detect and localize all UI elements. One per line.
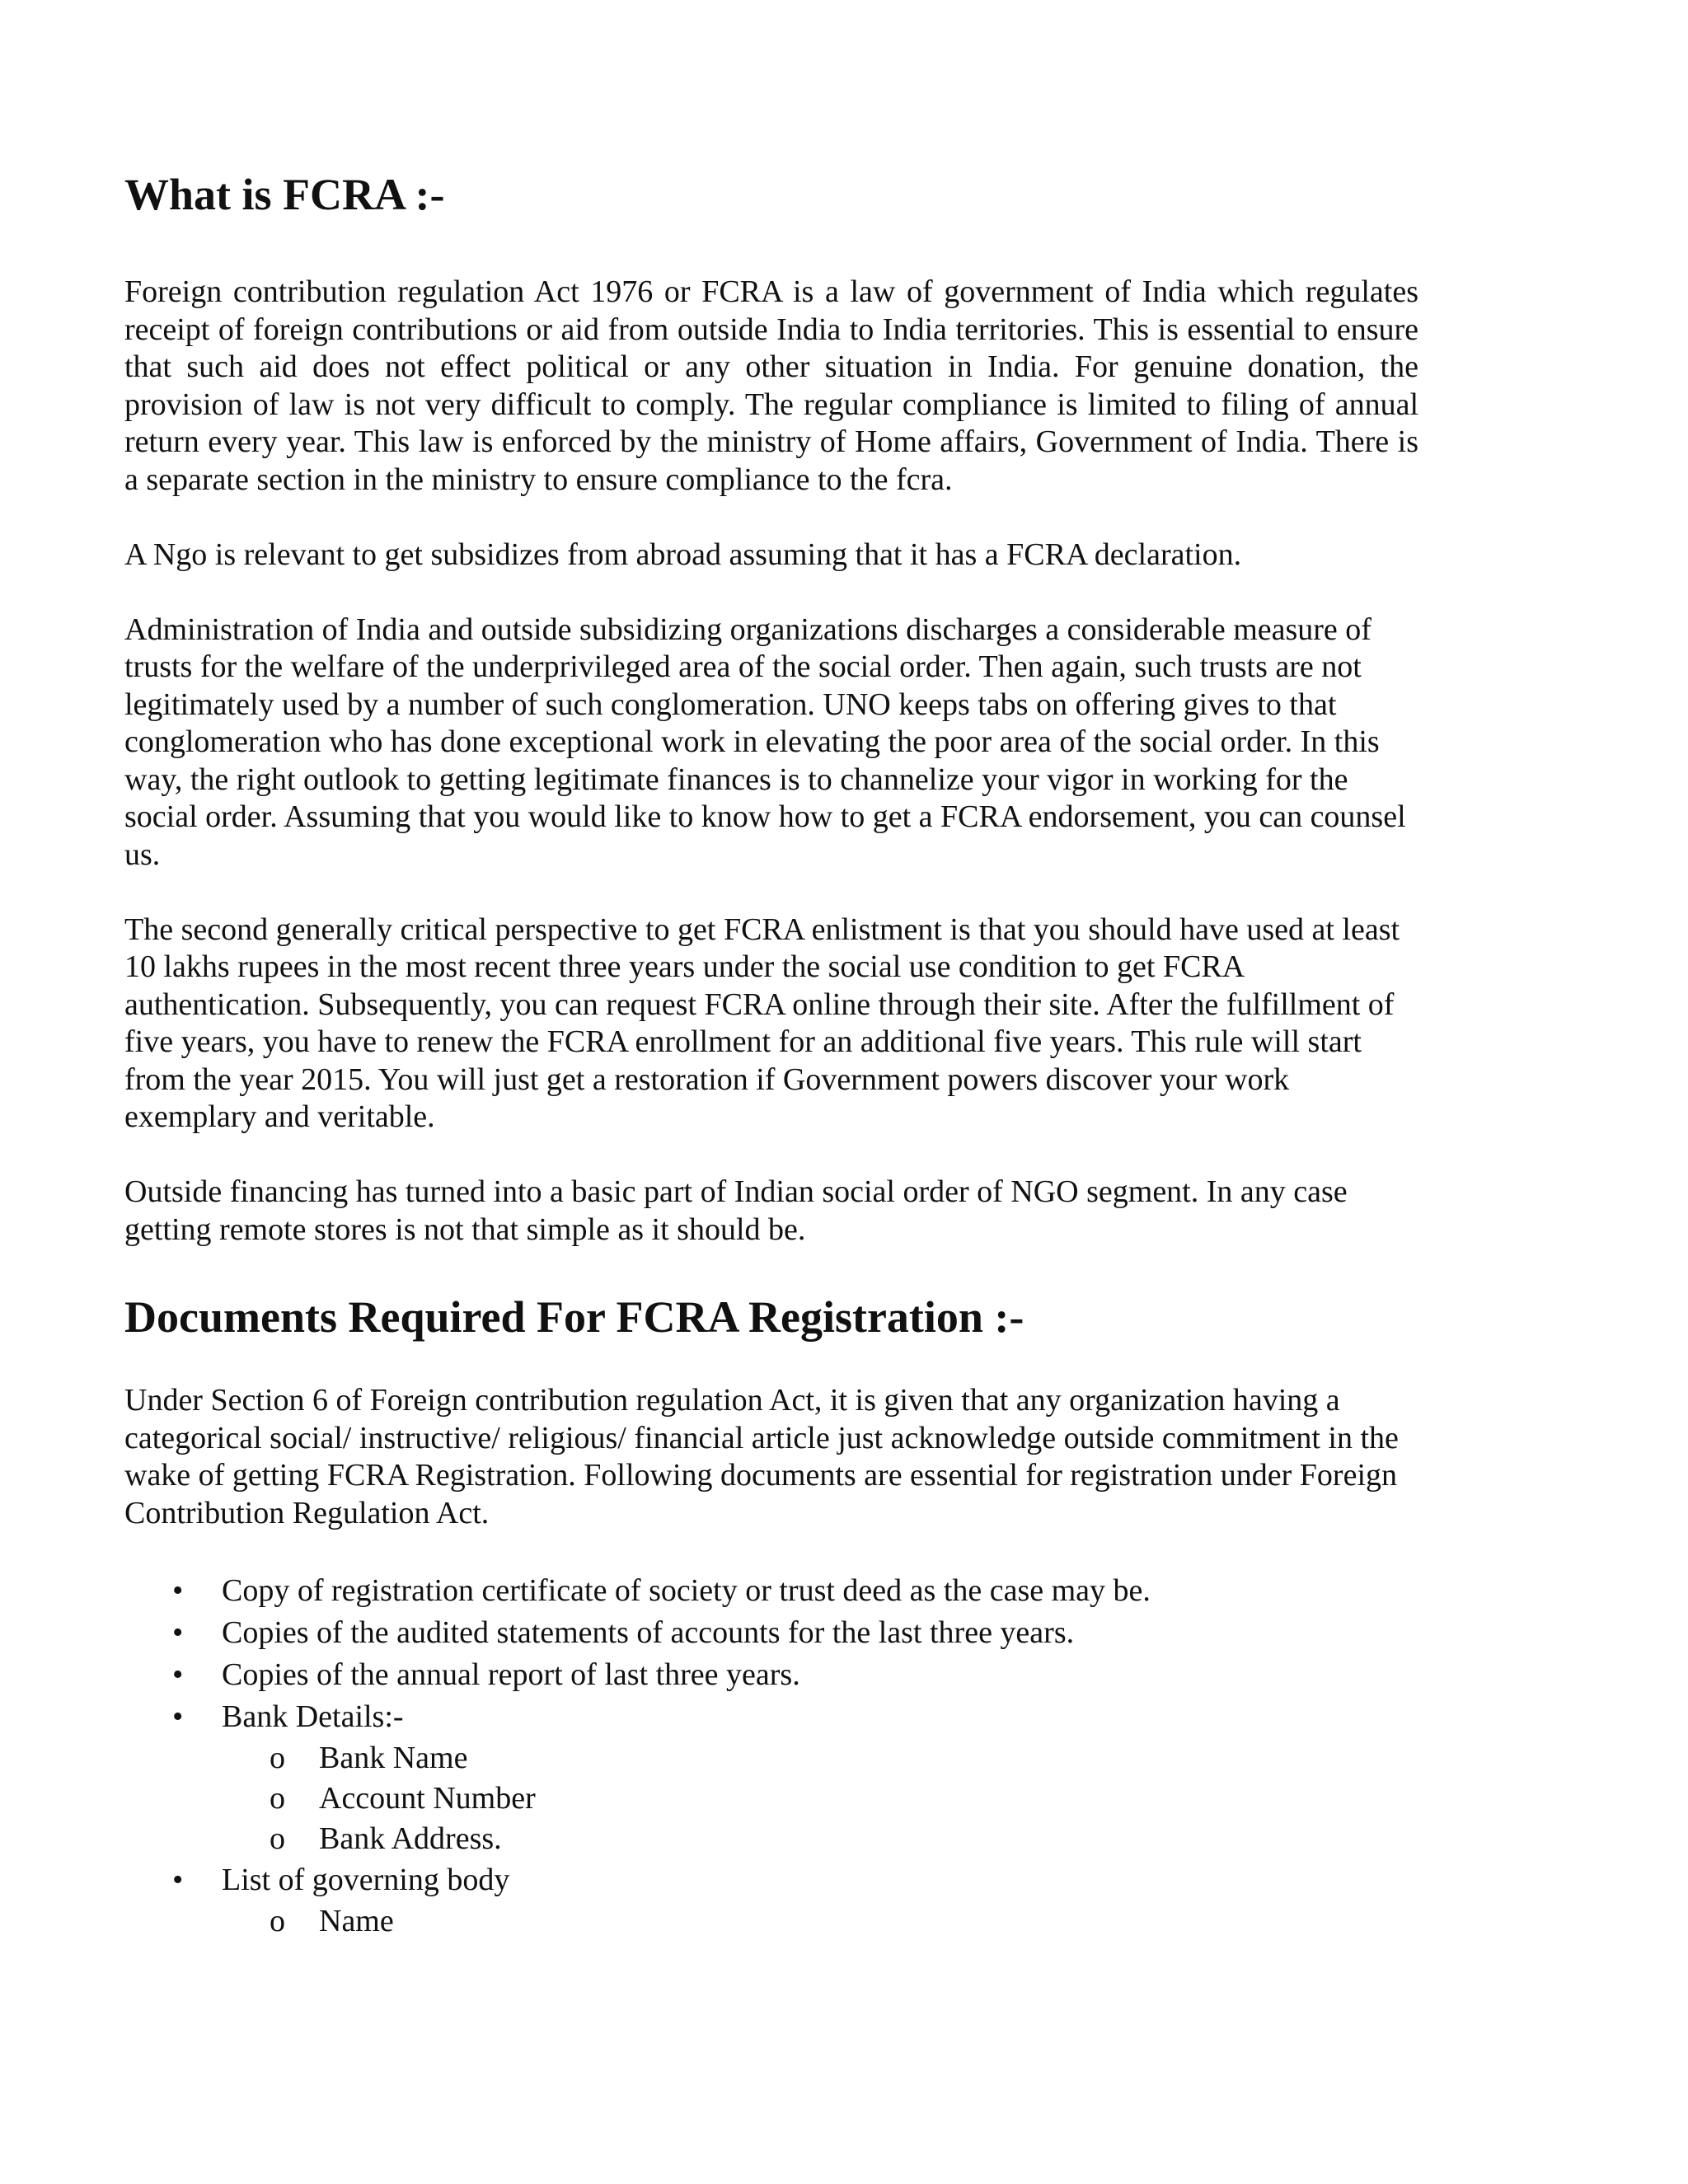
sublist-item: o Bank Name — [222, 1738, 1418, 1779]
paragraph-second-perspective: The second generally critical perspective to get FCRA enlistment is that you should have used at least 10 lakhs rupees in the most recent three years under the social use condition to get FCRA authentication. Subsequently, you can request FCRA online through their site. After the fulfillment of five years, you have to renew the FCRA enrollment for an additional five years. This rule will start from the year 2015. You will just get a restoration if Government powers discover your work exemplary and veritable. — [124, 912, 1400, 1134]
list-item-text: Bank Details:- — [222, 1699, 404, 1734]
list-item-text: List of governing body — [222, 1862, 510, 1897]
list-item-text: Copy of registration certificate of society or trust deed as the case may be. — [222, 1572, 1151, 1608]
paragraph-ngo-relevance: A Ngo is relevant to get subsidizes from abroad assuming that it has a FCRA declaration. — [124, 537, 1242, 572]
list-item — [124, 1612, 1418, 1654]
governing-body-sublist — [222, 1901, 1418, 1942]
list-item — [124, 1570, 1418, 1612]
paragraph-administration: Administration of India and outside subsidizing organizations discharges a considerable measure of trusts for the welfare of the underprivileged area of the social order. Then again, such trusts are not legitimately used by a number of such conglomeration. UNO keeps tabs on offering gives to that conglomeration who has done exceptional work in elevating the poor area of the social order. In this way, the right outlook to getting legitimate finances is to channelize your vigor in working for the social order. Assuming that you would like to know how to get a FCRA endorsement, you can counsel us. — [124, 612, 1406, 872]
documents-list — [124, 1570, 1418, 1942]
bank-details-sublist — [222, 1738, 1418, 1859]
heading-documents-required: Documents Required For FCRA Registration :- — [124, 1292, 1025, 1342]
paragraph-section-6-intro: Under Section 6 of Foreign contribution regulation Act, it is given that any organization having a categorical social/ instructive/ religious/ financial article just acknowledge outside commitment in the wake of getting FCRA Registration. Following documents are essential for registration under Foreign Contribution Regulation Act. — [124, 1383, 1399, 1530]
paragraph-outside-financing: Outside financing has turned into a basic part of Indian social order of NGO segment. In any case getting remote stores is not that simple as it should be. — [124, 1174, 1348, 1247]
sublist-item: o Name — [222, 1901, 1418, 1942]
paragraph-fcra-definition: Foreign contribution regulation Act 1976 or FCRA is a law of government of India which regulates receipt of foreign contributions or aid from outside India to India territories. This is essential to ensure that such aid does not effect political or any other situation in India. For genuine donation, the provision of law is not very difficult to comply. The regular compliance is limited to filing of annual return every year. This law is enforced by the ministry of Home affairs, Government of India. There is a separate section in the ministry to ensure compliance to the fcra. — [124, 274, 1418, 497]
heading-what-is-fcra: What is FCRA :- — [124, 170, 445, 219]
document-page — [124, 169, 1418, 1942]
list-item — [124, 1654, 1418, 1696]
list-item-text: Copies of the annual report of last three years. — [222, 1657, 800, 1692]
sublist-item: o Account Number — [222, 1779, 1418, 1819]
list-item-text: Copies of the audited statements of accounts for the last three years. — [222, 1615, 1075, 1650]
list-item-governing-body — [124, 1859, 1418, 1942]
list-item-bank-details — [124, 1696, 1418, 1859]
sublist-item: o Bank Address. — [222, 1819, 1418, 1859]
